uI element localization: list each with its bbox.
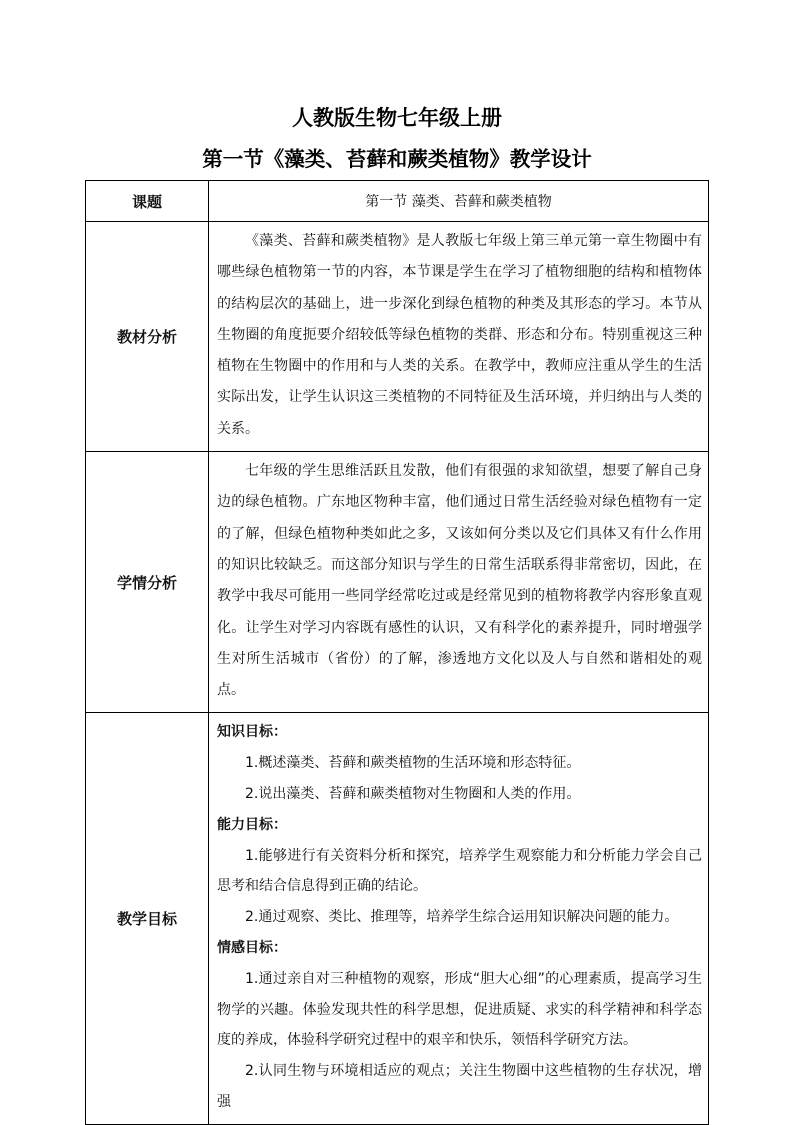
student-analysis-label: 学情分析	[86, 452, 209, 713]
knowledge-goal-item: 1.概述藻类、苔藓和蕨类植物的生活环境和形态特征。	[245, 755, 581, 772]
ability-goal-item: 1.能够进行有关资料分析和探究，培养学生观察能力和分析能力学会自己思考和结合信息得到正确的结论。	[217, 847, 702, 895]
table-row	[86, 222, 709, 452]
textbook-analysis-label: 教材分析	[86, 222, 209, 452]
ability-goals-heading: 能力目标：	[217, 816, 287, 833]
topic-label: 课题	[86, 181, 209, 222]
document-title: 人教版生物七年级上册	[292, 105, 502, 130]
student-analysis-text: 七年级的学生思维活跃且发散，他们有很强的求知欲望，想要了解自己身边的绿色植物。广东地区物种丰富，他们通过日常生活经验对绿色植物有一定的了解，但绿色植物种类如此之多，又该如何分类以及它们具体又有什么作用的知识比较缺乏。而这部分知识与学生的日常生活联系得非常密切，因此，在教学中我尽可能用一些同学经常吃过或是经常见到的植物将教学内容形象直观化。让学生对学习内容既有感性的认识，又有科学化的素养提升，同时增强学生对所生活城市（省份）的了解，渗透地方文化以及人与自然和谐相处的观点。	[217, 463, 702, 699]
table-row	[86, 713, 709, 1124]
document-subtitle: 第一节《藻类、苔藓和蕨类植物》教学设计	[202, 147, 592, 171]
lesson-plan-table	[85, 180, 709, 1125]
emotion-goal-item: 1.通过亲自对三种植物的观察，形成“胆大心细”的心理素质，提高学习生物学的兴趣。体验发现共性的科学思想，促进质疑、求实的科学精神和科学态度的养成，体验科学研究过程中的艰辛和快乐，领悟科学研究方法。	[217, 970, 702, 1049]
knowledge-goal-item: 2.说出藻类、苔藓和蕨类植物对生物圈和人类的作用。	[245, 786, 581, 803]
table-row	[86, 452, 709, 713]
teaching-goals-label: 教学目标	[86, 713, 209, 1124]
emotion-goal-item: 2.认同生物与环境相适应的观点；关注生物圈中这些植物的生存状况，增强	[217, 1063, 702, 1111]
table-row	[86, 181, 709, 222]
topic-value: 第一节 藻类、苔藓和蕨类植物	[209, 181, 709, 222]
emotion-goals-heading: 情感目标：	[217, 940, 287, 957]
ability-goal-item: 2.通过观察、类比、推理等，培养学生综合运用知识解决问题的能力。	[245, 909, 679, 926]
textbook-analysis-text: 《藻类、苔藓和蕨类植物》是人教版七年级上第三单元第一章生物圈中有哪些绿色植物第一节的内容，本节课是学生在学习了植物细胞的结构和植物体的结构层次的基础上，进一步深化到绿色植物的种类及其形态的学习。本节从生物圈的角度扼要介绍较低等绿色植物的类群、形态和分布。特别重视这三种植物在生物圈中的作用和与人类的关系。在教学中，教师应注重从学生的生活实际出发，让学生认识这三类植物的不同特征及生活环境，并归纳出与人类的关系。	[217, 233, 702, 437]
knowledge-goals-heading: 知识目标：	[217, 724, 287, 741]
